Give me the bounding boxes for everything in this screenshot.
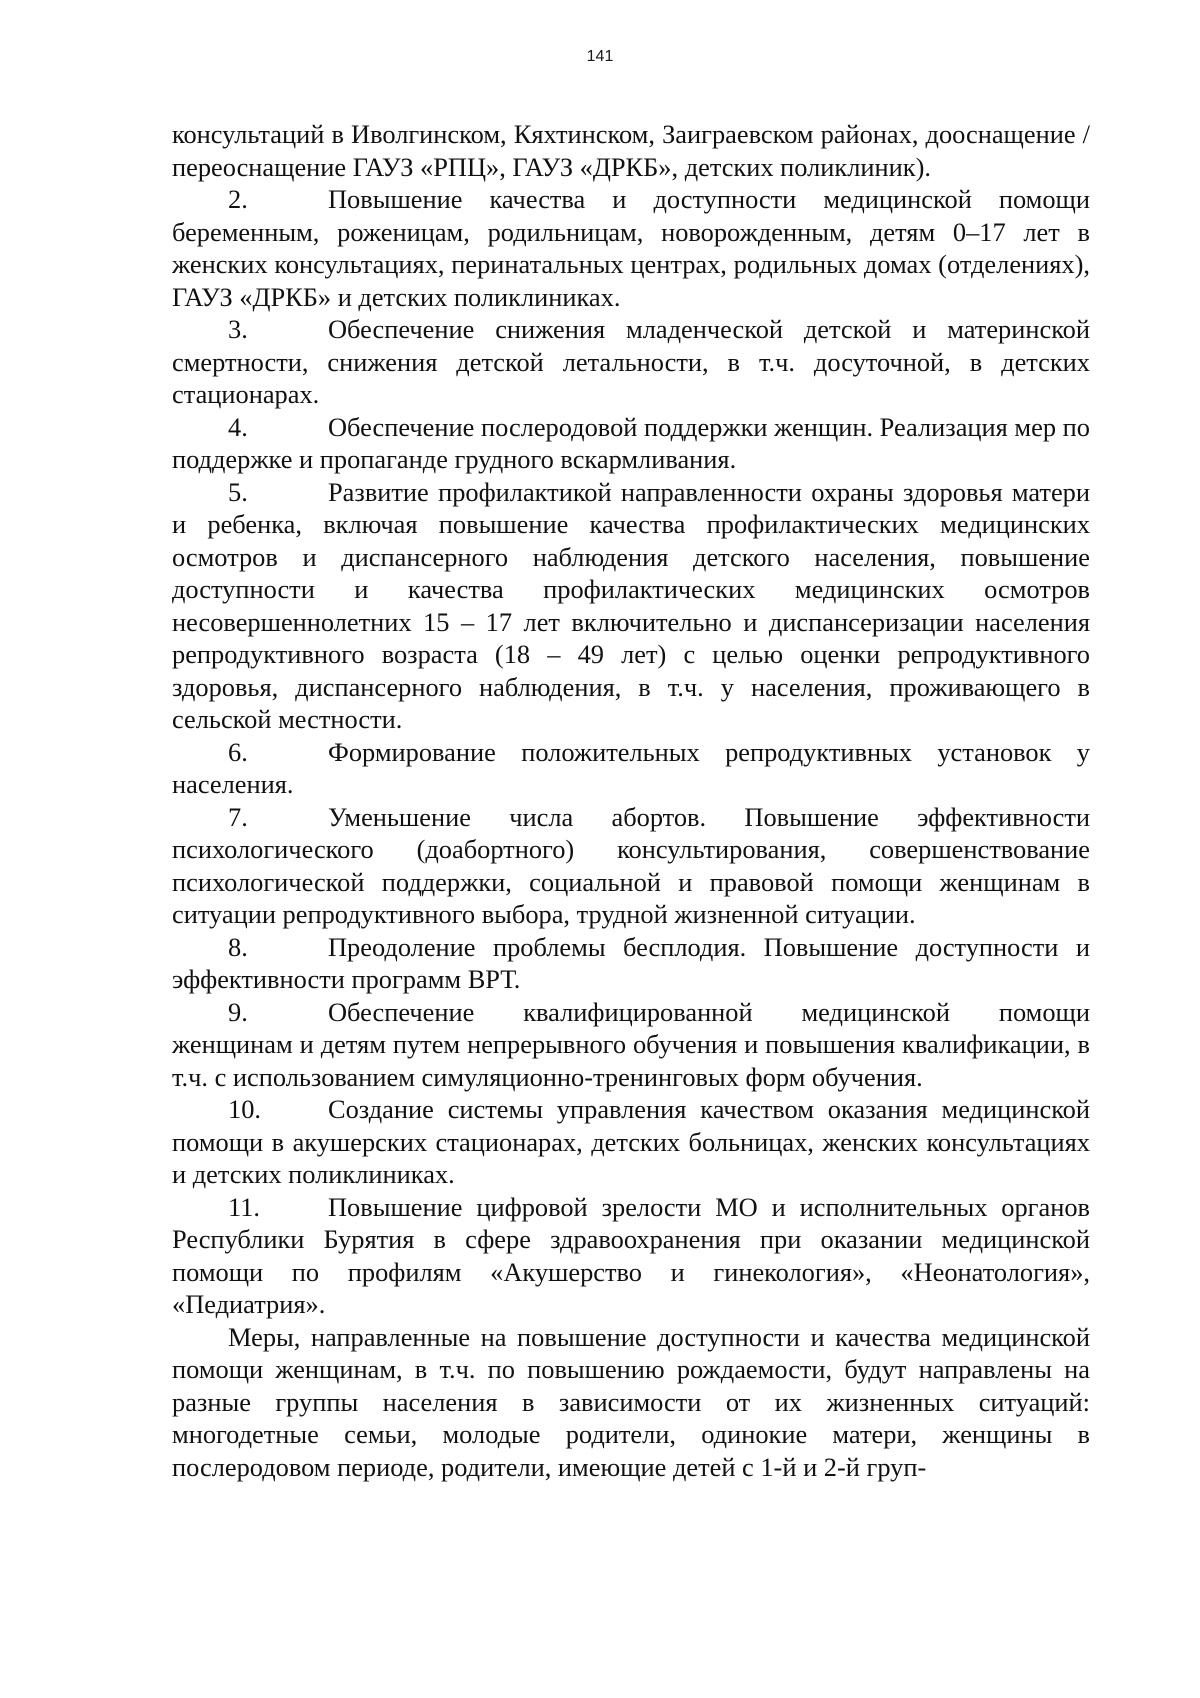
list-item: [172, 411, 1090, 476]
list-item-text: Обеспечение квалифицированной медицинской помощи женщинам и детям путем непрерывного обучения и повышения квалификации, в т.ч. с использованием симуляционно-тренинговых форм обучения.: [172, 996, 1090, 1092]
list-item: [172, 931, 1090, 996]
list-item: [172, 801, 1090, 931]
list-item-number: 7.: [228, 801, 248, 832]
list-item: [172, 476, 1090, 736]
list-item-number: 3.: [228, 314, 248, 344]
list-item-number: 5.: [228, 476, 248, 507]
list-item: [172, 313, 1090, 411]
intro-paragraph: консультаций в Иволгинском, Кяхтинском, Заиграевском районах, дооснащение / переоснащение ГАУЗ «РПЦ», ГАУЗ «ДРКБ», детских поликлиник).: [172, 119, 1090, 182]
list-item-text: Создание системы управления качеством оказания медицинской помощи в акушерских стационарах, детских больницах, женских консультациях и детских поликлиниках.: [172, 1094, 1090, 1189]
list-item-number: 11.: [228, 1191, 261, 1222]
list-item-text: Обеспечение снижения младенческой детской и материнской смертности, снижения детской летальности, в т.ч. досуточной, в детских стационарах.: [172, 314, 1090, 409]
page-number: 141: [586, 48, 614, 65]
list-item: [172, 1093, 1090, 1191]
list-item: [172, 1191, 1090, 1321]
list-item-number: 9.: [228, 996, 248, 1027]
list-item: [172, 736, 1090, 801]
list-item-text: Уменьшение числа абортов. Повышение эффективности психологического (доабортного) консультирования, совершенствование психологической поддержки, социальной и правовой помощи женщинам в ситуации репродуктивного выбора, трудной жизненной ситуации.: [172, 801, 1090, 929]
list-item-text: Преодоление проблемы бесплодия. Повышение доступности и эффективности программ ВРТ.: [172, 931, 1090, 994]
list-item-number: 8.: [228, 931, 248, 962]
list-item-text: Развитие профилактикой направленности охраны здоровья матери и ребенка, включая повышение качества профилактических медицинских осмотров и диспансерного наблюдения детского населения, повышение доступности и качества профилактических медицинских осмотров несовершеннолетних 15 – 17 лет включительно и диспансеризации населения репродуктивного возраста (18 – 49 лет) с целью оценки репродуктивного здоровья, диспансерного наблюдения, в т.ч. у населения, проживающего в сельской местности.: [172, 476, 1090, 734]
body-text: [172, 118, 1090, 1483]
list-item-number: 6.: [228, 736, 248, 767]
list-item: [172, 183, 1090, 313]
list-item-text: Обеспечение послеродовой поддержки женщин. Реализация мер по поддержке и пропаганде грудного вскармливания.: [172, 411, 1090, 474]
list-item-text: Повышение цифровой зрелости МО и исполнительных органов Республики Бурятия в сфере здравоохранения при оказании медицинской помощи по профилям «Акушерство и гинекология», «Неонатология», «Педиатрия».: [172, 1191, 1090, 1319]
closing-paragraph: Меры, направленные на повышение доступности и качества медицинской помощи женщинам, в т.ч. по повышению рождаемости, будут направлены на разные группы населения в зависимости от их жизненных ситуаций: многодетные семьи, молодые родители, одинокие матери, женщины в послеродовом периоде, родители, имеющие детей с 1-й и 2-й груп-: [172, 1321, 1090, 1482]
list-item-number: 2.: [228, 184, 248, 214]
list-item-text: Формирование положительных репродуктивных установок у населения.: [172, 736, 1090, 799]
list-item-number: 4.: [228, 411, 248, 442]
list-item-text: Повышение качества и доступности медицинской помощи беременным, роженицам, родильницам, новорожденным, детям 0–17 лет в женских консультациях, перинатальных центрах, родильных домах (отделениях), ГАУЗ «ДРКБ» и детских поликлиниках.: [172, 184, 1090, 312]
list-item-number: 10.: [228, 1094, 261, 1124]
list-item: [172, 996, 1090, 1094]
